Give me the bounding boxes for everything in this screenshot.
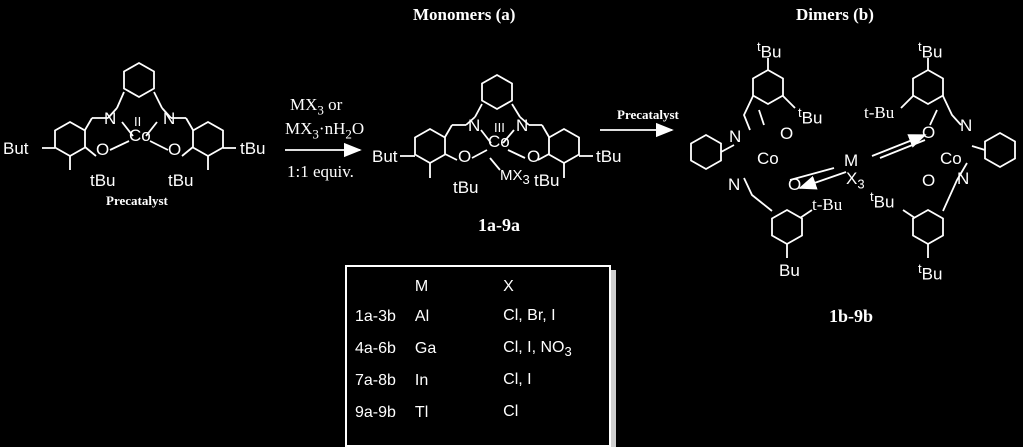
precatalyst-metal-charge: II (134, 114, 142, 129)
dimer-center-halide: $X_3$ (846, 169, 865, 192)
dimer-label: 1b-9b (829, 306, 874, 326)
dimer-o-upper-right: O (922, 123, 936, 142)
monomer-salt: $MX_3$ (500, 167, 530, 187)
dimer-n-upper-left: N (729, 127, 742, 146)
table-cell-m: Tl (414, 404, 429, 421)
monomer-bottom-right: tBu (534, 171, 560, 190)
monomer-o-left: O (458, 147, 472, 166)
dimer-tbu-mid-right: $^t$Bu (870, 189, 895, 212)
precatalyst-right-group: tBu (240, 139, 266, 158)
monomer-right-group: tBu (596, 147, 622, 166)
table-cell-x: Cl, I, $NO_3$ (503, 338, 572, 360)
dimer-tbu-upper-right: t-Bu (864, 103, 895, 122)
dimer-tbu-top-right: $^t$Bu (918, 39, 943, 62)
precatalyst-n-right: N (163, 109, 176, 128)
table-cell-m: In (414, 372, 429, 389)
monomer-n-right: N (516, 116, 529, 135)
dimer-o-lower-right: O (922, 171, 936, 190)
monomers-header: Monomers (a) (413, 5, 516, 24)
table-row (355, 301, 609, 333)
table-cell-m: Ga (414, 340, 437, 357)
table-cell-x: Cl, I (503, 370, 532, 388)
arrow1-equiv: 1:1 equiv. (287, 162, 354, 181)
table-row (355, 365, 609, 397)
monomer-left-group: But (372, 147, 398, 166)
table-cell-id: 7a-8b (355, 372, 396, 389)
arrow1-reagent-line2: $MX_3\cdot nH_2O$ (285, 119, 365, 142)
monomer-bottom-left: tBu (453, 178, 479, 197)
table-header-m: M (414, 278, 429, 295)
dimer-bu-bottom-left: Bu (779, 261, 800, 280)
arrow1-reagent-line1: $MX_3$ or (290, 95, 343, 118)
precatalyst-bottom-right: tBu (168, 171, 194, 190)
table-header-row (355, 273, 609, 301)
table-header-x: X (503, 278, 514, 295)
metal-halide-table (345, 265, 611, 447)
precatalyst-caption: Precatalyst (106, 193, 168, 208)
dimer-tbu-upper-left: $^t$Bu (798, 105, 823, 128)
table-cell-id: 9a-9b (355, 404, 396, 421)
precatalyst-o-left: O (96, 140, 110, 159)
precatalyst-o-right: O (168, 140, 182, 159)
monomer-o-right: O (527, 147, 541, 166)
table-header-id (355, 273, 415, 301)
table-cell-id: 4a-6b (355, 340, 396, 357)
table-row (355, 397, 609, 429)
dimer-center-metal: M (844, 151, 859, 170)
dimer-o-upper-left: O (780, 124, 794, 143)
precatalyst-bottom-left: tBu (90, 171, 116, 190)
monomer-metal: Co (488, 132, 510, 151)
table-cell-x: Cl, Br, I (503, 306, 556, 324)
dimers-header: Dimers (b) (796, 5, 874, 24)
precatalyst-metal: Co (129, 126, 151, 145)
table-cell-x: Cl (503, 402, 519, 420)
precatalyst-n-left: N (104, 109, 117, 128)
monomer-n-left: N (468, 116, 481, 135)
table-cell-id: 1a-3b (355, 308, 396, 325)
dimer-tbu-bottom-right: $^t$Bu (918, 261, 943, 284)
monomer-metal-charge: III (494, 120, 505, 135)
precatalyst-left-group: But (3, 139, 29, 158)
arrow2-label: Precatalyst (617, 107, 679, 122)
table-row (355, 333, 609, 365)
dimer-n-lower-left: N (728, 175, 741, 194)
dimer-n-upper-right: N (960, 116, 973, 135)
dimer-co-left: Co (757, 149, 779, 168)
dimer-o-lower-left: O (788, 175, 802, 194)
dimer-tbu-mid-left: t-Bu (812, 195, 843, 214)
dimer-tbu-top-left: $^t$Bu (757, 39, 782, 62)
table-cell-m: Al (414, 308, 430, 325)
dimer-n-lower-right: N (957, 169, 970, 188)
dimer-co-right: Co (940, 149, 962, 168)
monomer-label: 1a-9a (478, 215, 520, 235)
